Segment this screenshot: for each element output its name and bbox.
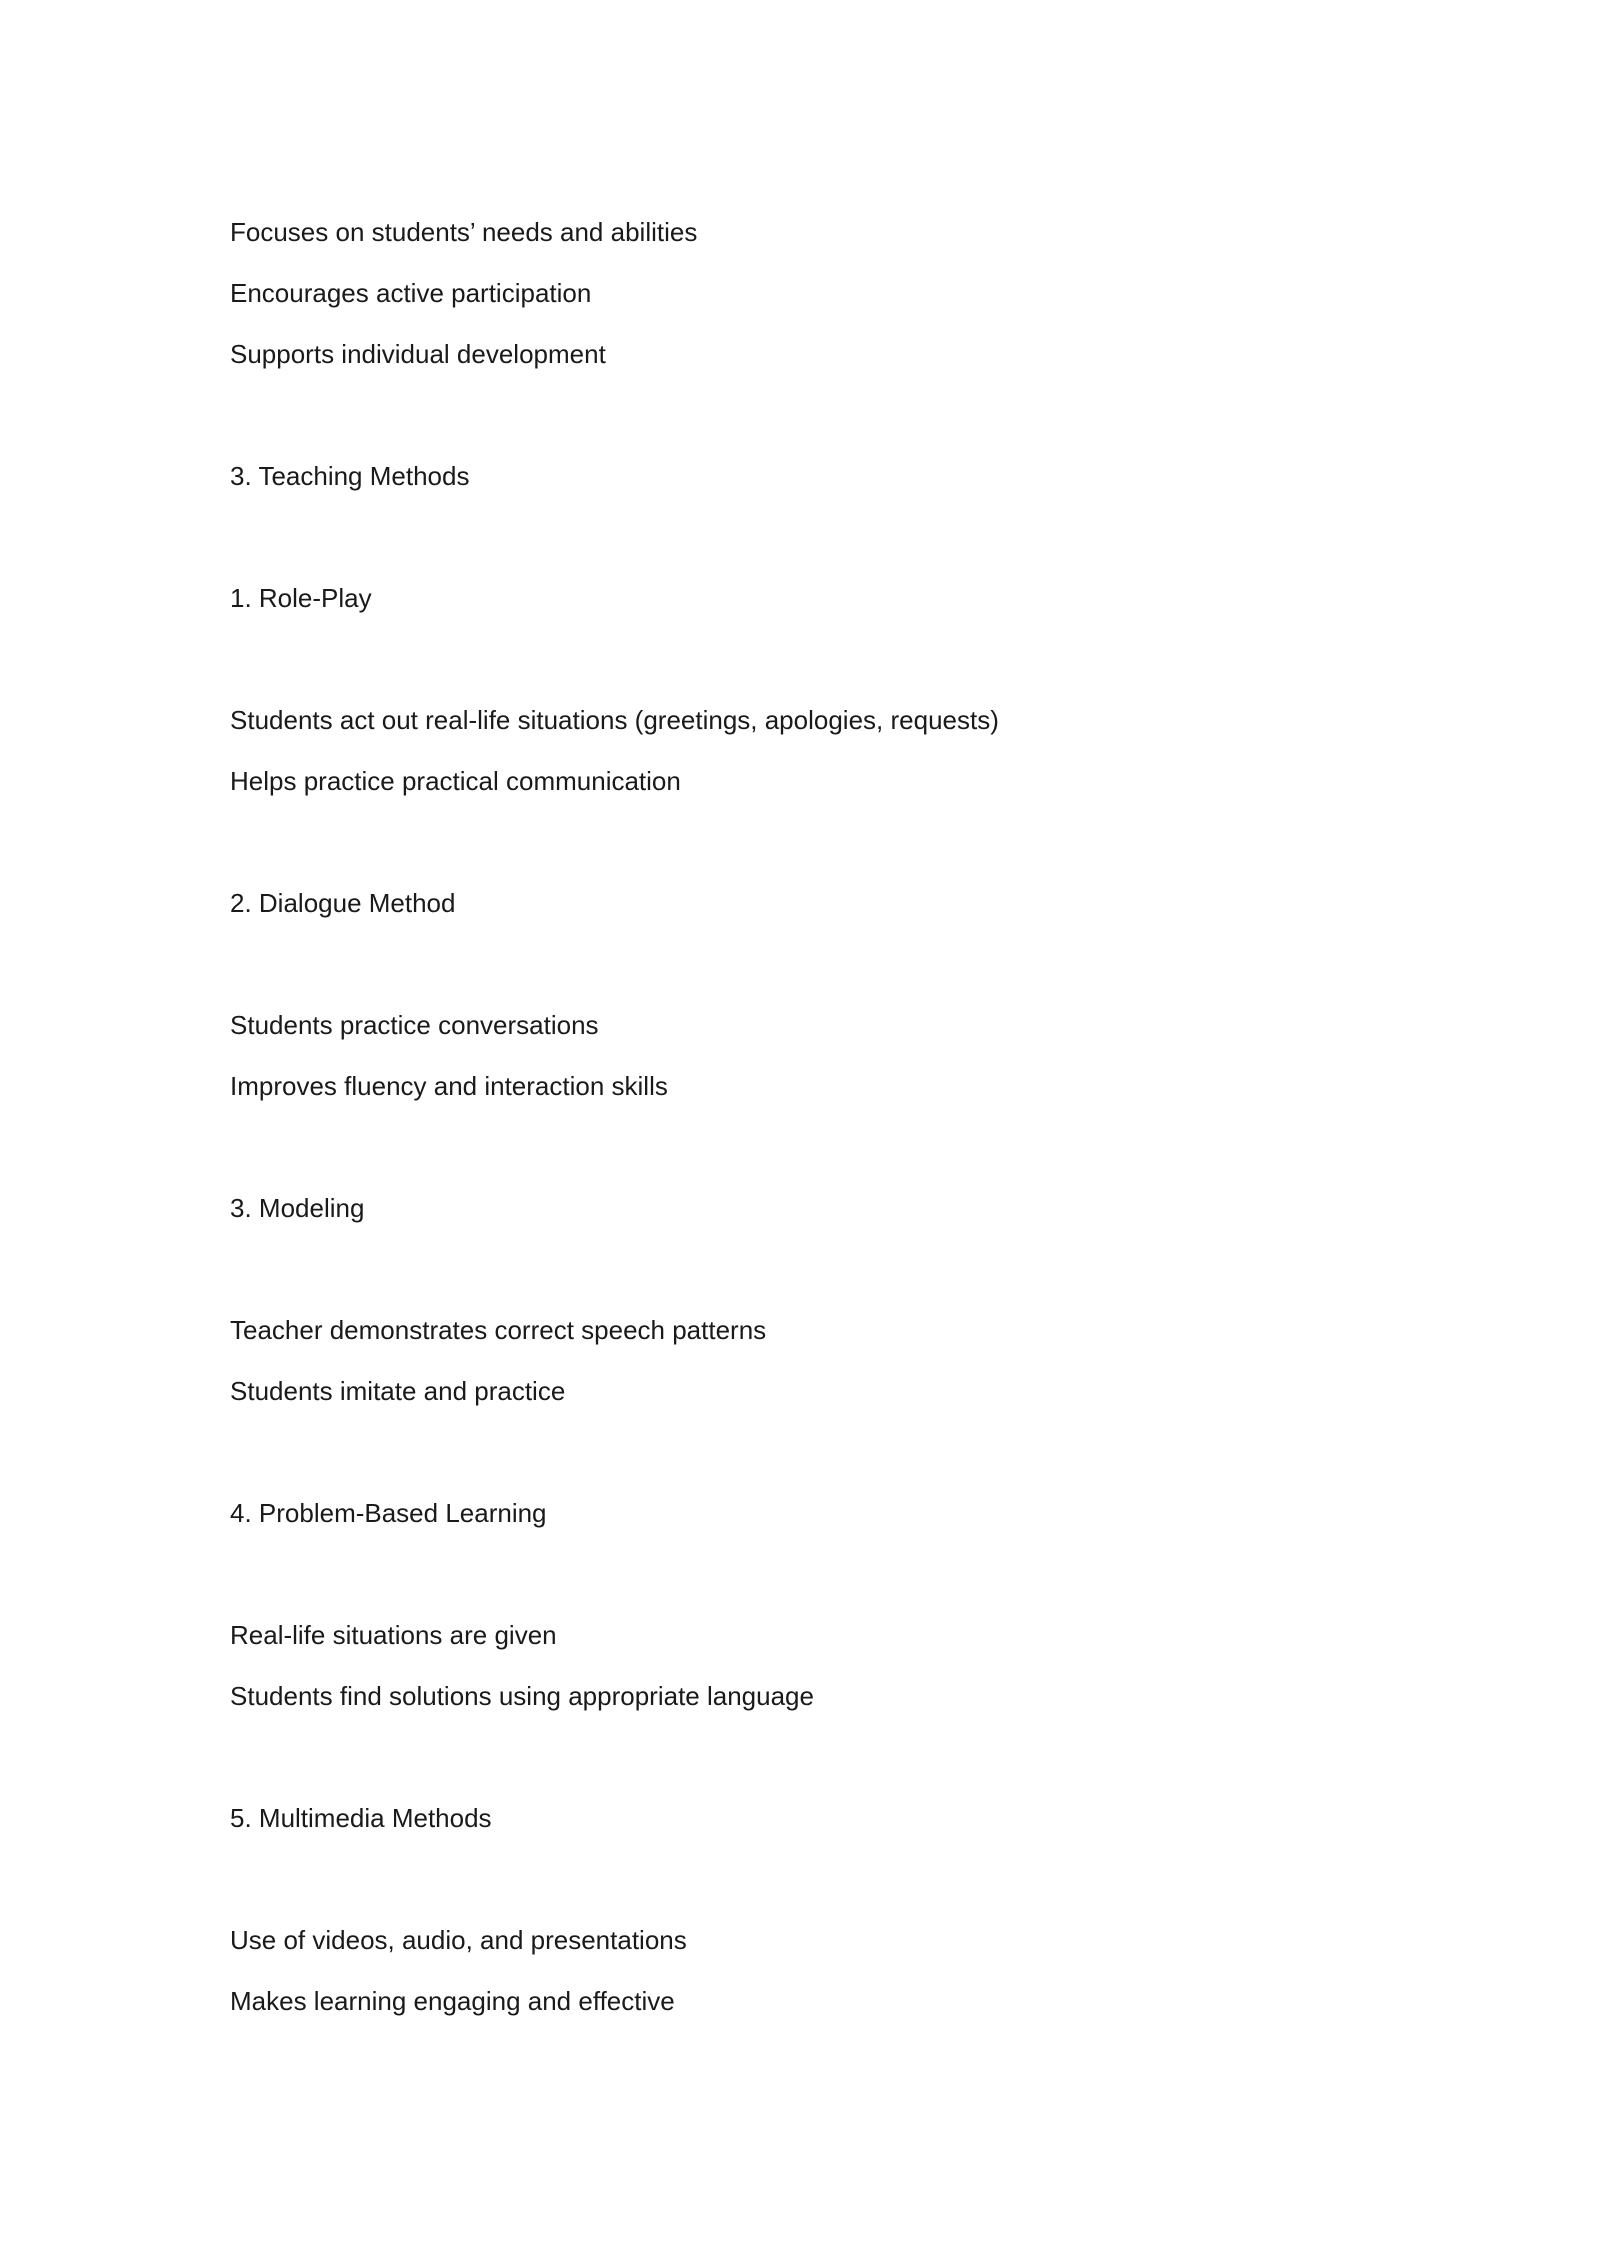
method-heading: 1. Role-Play: [230, 583, 372, 613]
section-heading: 3. Teaching Methods: [230, 461, 470, 491]
method-heading: 4. Problem-Based Learning: [230, 1498, 547, 1528]
text-line: Improves fluency and interaction skills: [230, 1071, 668, 1101]
text-line: Encourages active participation: [230, 278, 592, 308]
method-heading: 3. Modeling: [230, 1193, 365, 1223]
text-line: Use of videos, audio, and presentations: [230, 1925, 687, 1955]
method-heading: 2. Dialogue Method: [230, 888, 456, 918]
text-line: Students practice conversations: [230, 1010, 599, 1040]
text-line: Makes learning engaging and effective: [230, 1986, 675, 2016]
text-line: Real-life situations are given: [230, 1620, 557, 1650]
text-line: Focuses on students’ needs and abilities: [230, 217, 698, 247]
text-line: Students act out real-life situations (greetings, apologies, requests): [230, 705, 999, 735]
text-line: Students imitate and practice: [230, 1376, 566, 1406]
text-line: Teacher demonstrates correct speech patterns: [230, 1315, 767, 1345]
method-heading: 5. Multimedia Methods: [230, 1803, 492, 1833]
text-line: Helps practice practical communication: [230, 766, 681, 796]
text-line: Supports individual development: [230, 339, 606, 369]
text-line: Students find solutions using appropriate language: [230, 1681, 814, 1711]
